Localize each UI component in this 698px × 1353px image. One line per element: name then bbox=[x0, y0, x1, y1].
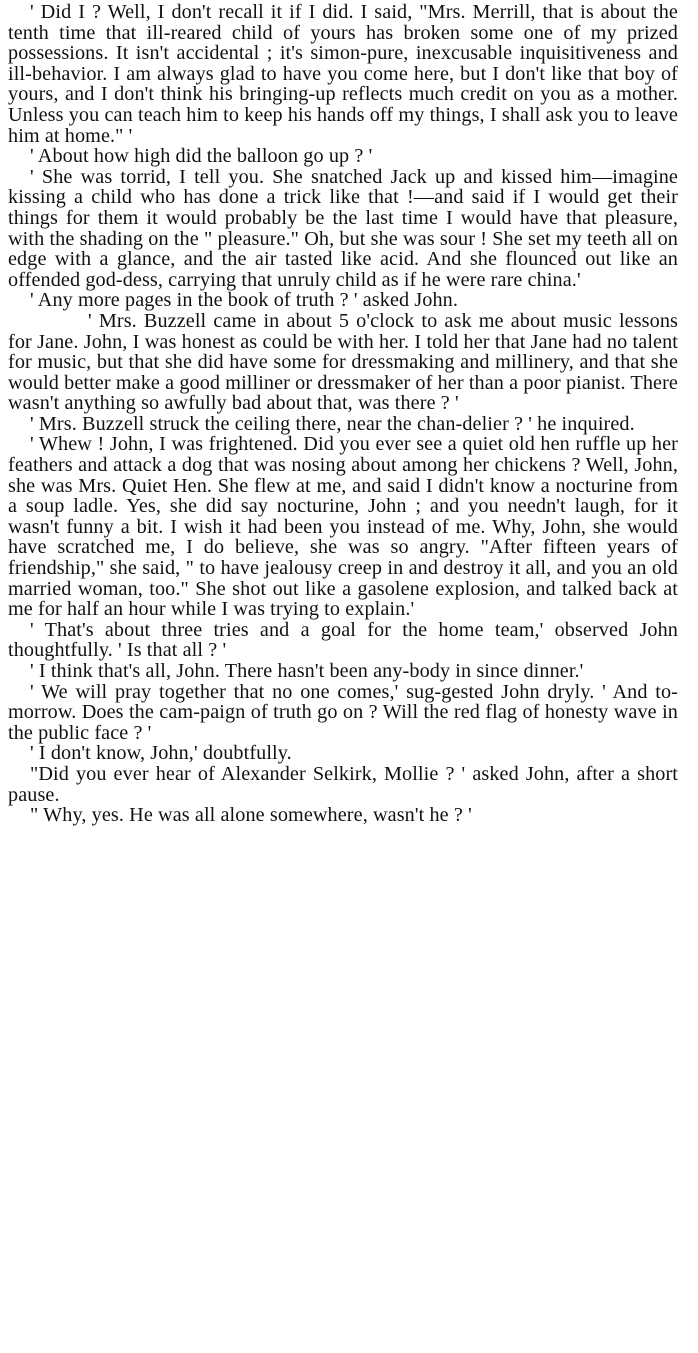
paragraph-torrid: ' She was torrid, I tell you. She snatched Jack up and kissed him—imagine kissing a child who has done a trick like that !—and said if I would get their things for them it would probably be the last time I would have that pleasure, with the shading on the " pleasure." Oh, but she was sour ! She set my teeth all on edge with a glance, and the air tasted like acid. And she flounced out like an offended god-dess, carrying that unruly child as if he were rare china.' bbox=[8, 165, 678, 291]
paragraph-buzzell-music: ' Mrs. Buzzell came in about 5 o'clock to ask me about music lessons for Jane. John, I was honest as could be with her. I told her that Jane had no talent for music, but that she did have some for dressmaking and millinery, and that she would better make a good milliner or dressmaker of her than a poor pianist. There wasn't anything so awfully bad about that, was there ? ' bbox=[8, 309, 678, 415]
paragraph-balloon: ' About how high did the balloon go up ? ' bbox=[30, 145, 373, 168]
paragraph-pray-together: ' We will pray together that no one comes,' sug-gested John dryly. ' And to-morrow. Does the cam-paign of truth go on ? Will the red flag of honesty wave in the public face ? ' bbox=[8, 680, 678, 744]
paragraph-three-tries: ' That's about three tries and a goal for the home team,' observed John thoughtfully. ' Is that all ? ' bbox=[8, 618, 678, 662]
paragraph-why-yes: " Why, yes. He was all alone somewhere, wasn't he ? ' bbox=[30, 804, 472, 827]
paragraph-chandelier: ' Mrs. Buzzell struck the ceiling there, near the chan-delier ? ' he inquired. bbox=[30, 412, 635, 435]
paragraph-more-pages: ' Any more pages in the book of truth ? ' asked John. bbox=[30, 289, 459, 312]
paragraph-selkirk: "Did you ever hear of Alexander Selkirk, Mollie ? ' asked John, after a short pause. bbox=[8, 762, 678, 806]
paragraph-did-i: ' Did I ? Well, I don't recall it if I did. I said, "Mrs. Merrill, that is about the tenth time that ill-reared child of yours has broken some one of my prized possessions. It isn't accidental ; it's simon-pure, inexcusable inquisitiveness and ill-behavior. I am always glad to have you come here, but I don't like that boy of yours, and I don't think his bringing-up reflects much credit on you as a mother. Unless you can teach him to keep his hands off my things, I shall ask you to leave him at home." ' bbox=[8, 1, 678, 147]
paragraph-dont-know: ' I don't know, John,' doubtfully. bbox=[30, 742, 292, 765]
paragraph-whew: ' Whew ! John, I was frightened. Did you ever see a quiet old hen ruffle up her feathers and attack a dog that was nosing about among her chickens ? Well, John, she was Mrs. Quiet Hen. She flew at me, and said I didn't know a nocturine from a soup ladle. Yes, she did say nocturine, John ; and you needn't laugh, for it wasn't funny a bit. I wish it had been you instead of me. Why, John, she would have scratched me, I do believe, she was so angry. "After fifteen years of friendship," she said, " to have jealousy creep in and destroy it all, and you an old married woman, too." She shot out like a gasolene explosion, and talked back at me for half an hour while I was trying to explain.' bbox=[8, 433, 678, 621]
paragraph-thats-all: ' I think that's all, John. There hasn't been any-body in since dinner.' bbox=[30, 660, 584, 682]
